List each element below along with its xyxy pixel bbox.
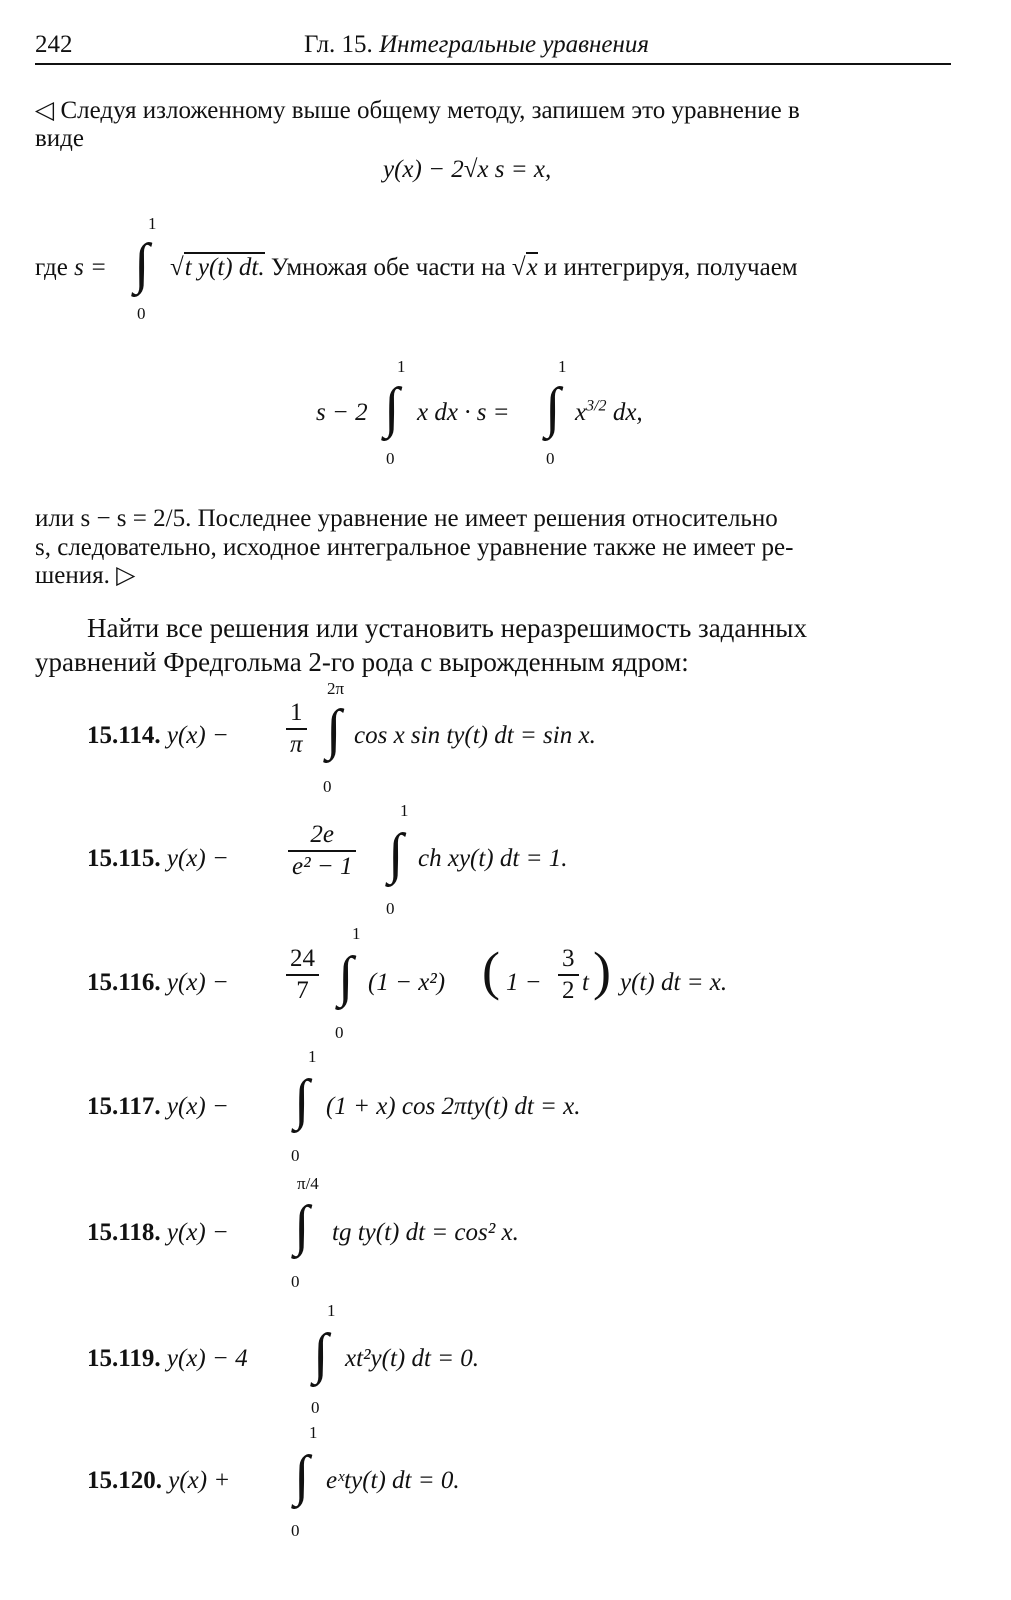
- p117-upper: 1: [308, 1047, 317, 1066]
- p115-upper: 1: [400, 801, 409, 820]
- p114-integrand: cos x sin ty(t) dt = sin x.: [354, 722, 596, 749]
- problem-15-114: 15.114. y(x) −: [87, 722, 229, 749]
- p116-integral: ∫: [338, 946, 354, 1008]
- p119-upper: 1: [327, 1301, 336, 1320]
- p116-inner-left: 1 −: [506, 969, 542, 996]
- solution-close-marker: ▷: [116, 562, 136, 589]
- problem-15-119: 15.119. y(x) − 4: [87, 1345, 248, 1372]
- p114-integral: ∫: [326, 699, 342, 761]
- eq2-int2-lower: 0: [546, 449, 555, 468]
- p116-upper: 1: [352, 924, 361, 943]
- conclusion-line-3: шения. ▷: [35, 562, 136, 589]
- where-lower-limit: 0: [137, 304, 146, 323]
- problem-15-120: 15.120. y(x) +: [87, 1467, 231, 1494]
- p114-upper: 2π: [327, 679, 345, 698]
- eq2-right: $x^{3/2}$ dx,: [575, 397, 643, 426]
- p114-lower: 0: [323, 777, 332, 796]
- problem-15-118: 15.118. y(x) −: [87, 1219, 229, 1246]
- p117-lower: 0: [291, 1146, 300, 1165]
- chapter-label: Гл. 15.: [304, 31, 373, 58]
- p116-inner-fraction: $\frac{3}{2}$: [554, 944, 583, 1006]
- problem-15-115: 15.115. y(x) −: [87, 845, 229, 872]
- eq2-integral-2: ∫: [545, 377, 561, 439]
- p115-integral: ∫: [388, 823, 404, 885]
- p118-integrand: tg ty(t) dt = cos² x.: [332, 1219, 519, 1246]
- p120-lower: 0: [291, 1521, 300, 1540]
- eq2-int1-lower: 0: [386, 449, 395, 468]
- p115-fraction: $\frac{2e}{\text{e² − 1}}$: [284, 820, 360, 882]
- p118-lower: 0: [291, 1272, 300, 1291]
- p119-lower: 0: [311, 1398, 320, 1417]
- running-head: [304, 30, 649, 60]
- where-upper-limit: 1: [148, 214, 157, 233]
- conclusion-line-2: s, следовательно, исходное интегральное уравнение также не имеет ре-: [35, 534, 794, 561]
- eq2-int2-upper: 1: [558, 357, 567, 376]
- where-line-right: √t y(t) dt. Умножая обе части на √x и интегрируя, получаем: [170, 254, 798, 281]
- problem-number: 15.114.: [87, 722, 161, 749]
- eq2-int1-upper: 1: [397, 357, 406, 376]
- p115-integrand: ch xy(t) dt = 1.: [418, 845, 568, 872]
- eq2-mid: x dx · s =: [417, 399, 510, 426]
- conclusion-line-1: или s − s = 2/5. Последнее уравнение не имеет решения относительно: [35, 505, 778, 532]
- p118-integral: ∫: [294, 1195, 310, 1257]
- eq2-integral-1: ∫: [384, 377, 400, 439]
- header-rule: [35, 63, 951, 65]
- p120-integral: ∫: [294, 1445, 310, 1507]
- p116-integrand-a: (1 − x²): [368, 969, 446, 996]
- p117-integral: ∫: [294, 1069, 310, 1131]
- problem-number: 15.115.: [87, 845, 161, 872]
- chapter-title: Интегральные уравнения: [379, 31, 650, 58]
- page-number: 242: [35, 31, 73, 58]
- problem-15-117: 15.117. y(x) −: [87, 1093, 229, 1120]
- p120-upper: 1: [309, 1423, 318, 1442]
- p119-integrand: xt²y(t) dt = 0.: [345, 1345, 480, 1372]
- p116-paren-open: (: [482, 941, 500, 1001]
- problem-number: 15.120.: [87, 1467, 162, 1494]
- solution-open-marker: ◁: [35, 97, 55, 124]
- p116-inner-var: t: [582, 969, 589, 996]
- p120-integrand: eˣty(t) dt = 0.: [326, 1467, 460, 1494]
- equation-1: y(x) − 2√x s = x,: [383, 156, 552, 183]
- solution-line-1: ◁ Следуя изложенному выше общему методу, запишем это уравнение в: [35, 97, 800, 124]
- p116-paren-close: ): [593, 941, 611, 1001]
- p117-integrand: (1 + x) cos 2πty(t) dt = x.: [326, 1093, 581, 1120]
- where-integral-sign: ∫: [134, 233, 150, 295]
- problem-number: 15.119.: [87, 1345, 161, 1372]
- p114-fraction: $\frac{1}{\pi}$: [282, 698, 311, 760]
- p116-lower: 0: [335, 1023, 344, 1042]
- p116-integrand-b: y(t) dt = x.: [620, 969, 728, 996]
- task-line-2: уравнений Фредгольма 2-го рода с вырожденным ядром:: [35, 647, 689, 677]
- solution-line-2: виде: [35, 125, 84, 152]
- p118-upper: π/4: [297, 1174, 319, 1193]
- eq2-left: s − 2: [316, 399, 368, 426]
- problem-number: 15.116.: [87, 969, 161, 996]
- p115-lower: 0: [386, 899, 395, 918]
- p116-fraction: $\frac{24}{7}$: [282, 944, 323, 1006]
- problem-15-116: 15.116. y(x) −: [87, 969, 229, 996]
- p119-integral: ∫: [313, 1323, 329, 1385]
- task-line-1: Найти все решения или установить неразрешимость заданных: [87, 613, 807, 643]
- problem-number: 15.118.: [87, 1219, 161, 1246]
- where-line-left: где s =: [35, 254, 107, 281]
- problem-number: 15.117.: [87, 1093, 161, 1120]
